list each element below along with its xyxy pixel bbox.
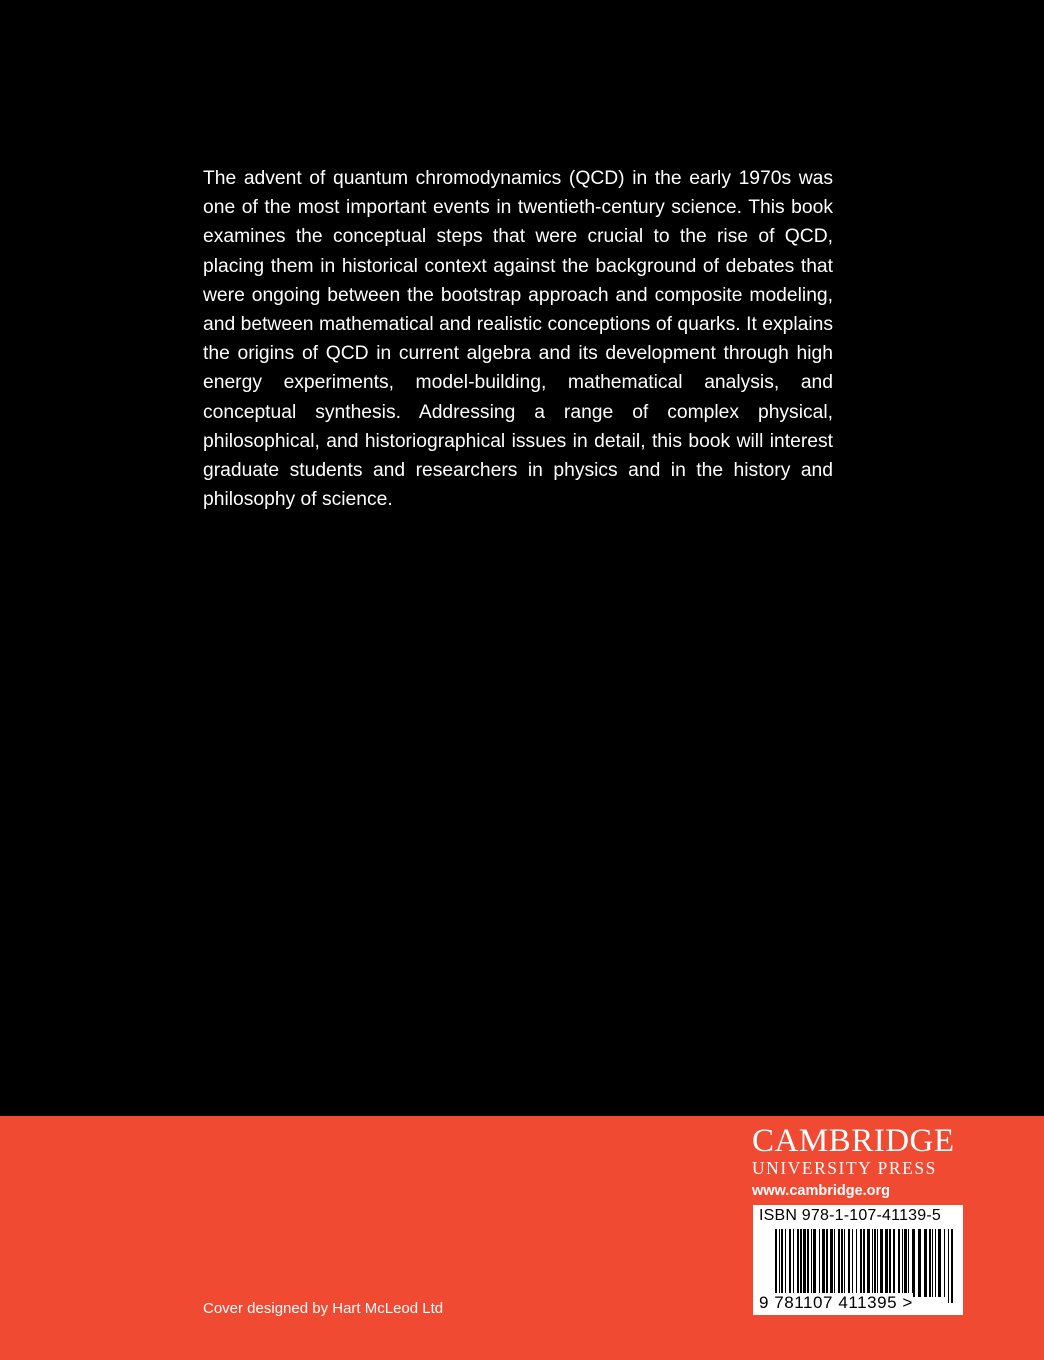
barcode-bar: [908, 1229, 909, 1297]
isbn-label: ISBN 978-1-107-41139-5: [759, 1207, 941, 1224]
barcode-bar: [932, 1229, 933, 1297]
barcode-bar: [779, 1229, 780, 1303]
barcode-bar: [912, 1229, 915, 1297]
barcode-bar: [811, 1229, 812, 1297]
barcode-bar: [781, 1229, 783, 1297]
barcode-bar: [844, 1229, 845, 1297]
barcode-bar: [885, 1229, 888, 1297]
publisher-logo: [752, 1124, 964, 1199]
barcode-bar: [893, 1229, 895, 1297]
barcode-bar: [807, 1229, 809, 1297]
barcode-bar: [935, 1229, 936, 1297]
barcode-bar: [856, 1229, 857, 1297]
barcode-bar: [924, 1229, 927, 1297]
barcode-bar: [944, 1229, 945, 1297]
barcode-bar: [918, 1229, 921, 1297]
barcode-bar: [860, 1229, 862, 1297]
barcode-bar: [819, 1229, 820, 1297]
cover-credit: Cover designed by Hart McLeod Ltd: [203, 1300, 444, 1317]
barcode-bar: [948, 1229, 949, 1303]
barcode-bar: [874, 1229, 876, 1297]
publisher-website: www.cambridge.org: [752, 1183, 891, 1199]
barcode-bar: [800, 1229, 802, 1297]
barcode-bar: [867, 1229, 870, 1303]
barcode-bar: [938, 1229, 941, 1297]
barcode-bar: [838, 1229, 840, 1297]
barcode-bar: [789, 1229, 791, 1297]
publisher-subtitle: UNIVERSITY PRESS: [752, 1158, 937, 1178]
barcode-bar: [826, 1229, 828, 1297]
barcode-bar: [841, 1229, 843, 1297]
barcode-bar: [872, 1229, 873, 1297]
barcode-bar: [877, 1229, 878, 1297]
barcode-bar: [848, 1229, 850, 1297]
barcode-bar: [797, 1229, 799, 1297]
back-cover-blurb: The advent of quantum chromodynamics (QCD) in the early 1970s was one of the most important events in twentieth-century science. This book examines the conceptual steps that were crucial to the rise of QCD, placing them in historical context against the background of debates that were ongoing between the bootstrap approach and composite modeling, and between mathematical and realistic conceptions of quarks. It explains the origins of QCD in current algebra and its development through high energy experiments, model-building, mathematical analysis, and conceptual synthesis. Addressing a range of complex physical, philosophical, and historiographical issues in detail, this book will interest graduate students and researchers in physics and in the history and philosophy of science.: [203, 168, 833, 511]
barcode-bar: [889, 1229, 891, 1297]
barcode-bar: [785, 1229, 786, 1297]
barcode-bar: [929, 1229, 931, 1297]
barcode-bar: [863, 1229, 865, 1297]
barcode-bar: [902, 1229, 903, 1297]
barcode-bar: [793, 1229, 794, 1297]
publisher-name: CAMBRIDGE: [752, 1123, 955, 1159]
barcode-bar: [834, 1229, 835, 1297]
barcode-bar: [803, 1229, 806, 1297]
barcode-bar: [898, 1229, 900, 1297]
barcode-digits: 9 781107 411395 >: [759, 1293, 913, 1312]
barcode-bar: [822, 1229, 825, 1297]
barcode-bar: [775, 1229, 777, 1303]
barcode-bar: [813, 1229, 816, 1297]
barcode-bar: [880, 1229, 883, 1297]
barcode-bar: [852, 1229, 853, 1297]
isbn-barcode: [753, 1205, 963, 1315]
barcode-bar: [830, 1229, 833, 1297]
barcode-bar: [951, 1229, 953, 1303]
barcode-bar: [904, 1229, 907, 1297]
